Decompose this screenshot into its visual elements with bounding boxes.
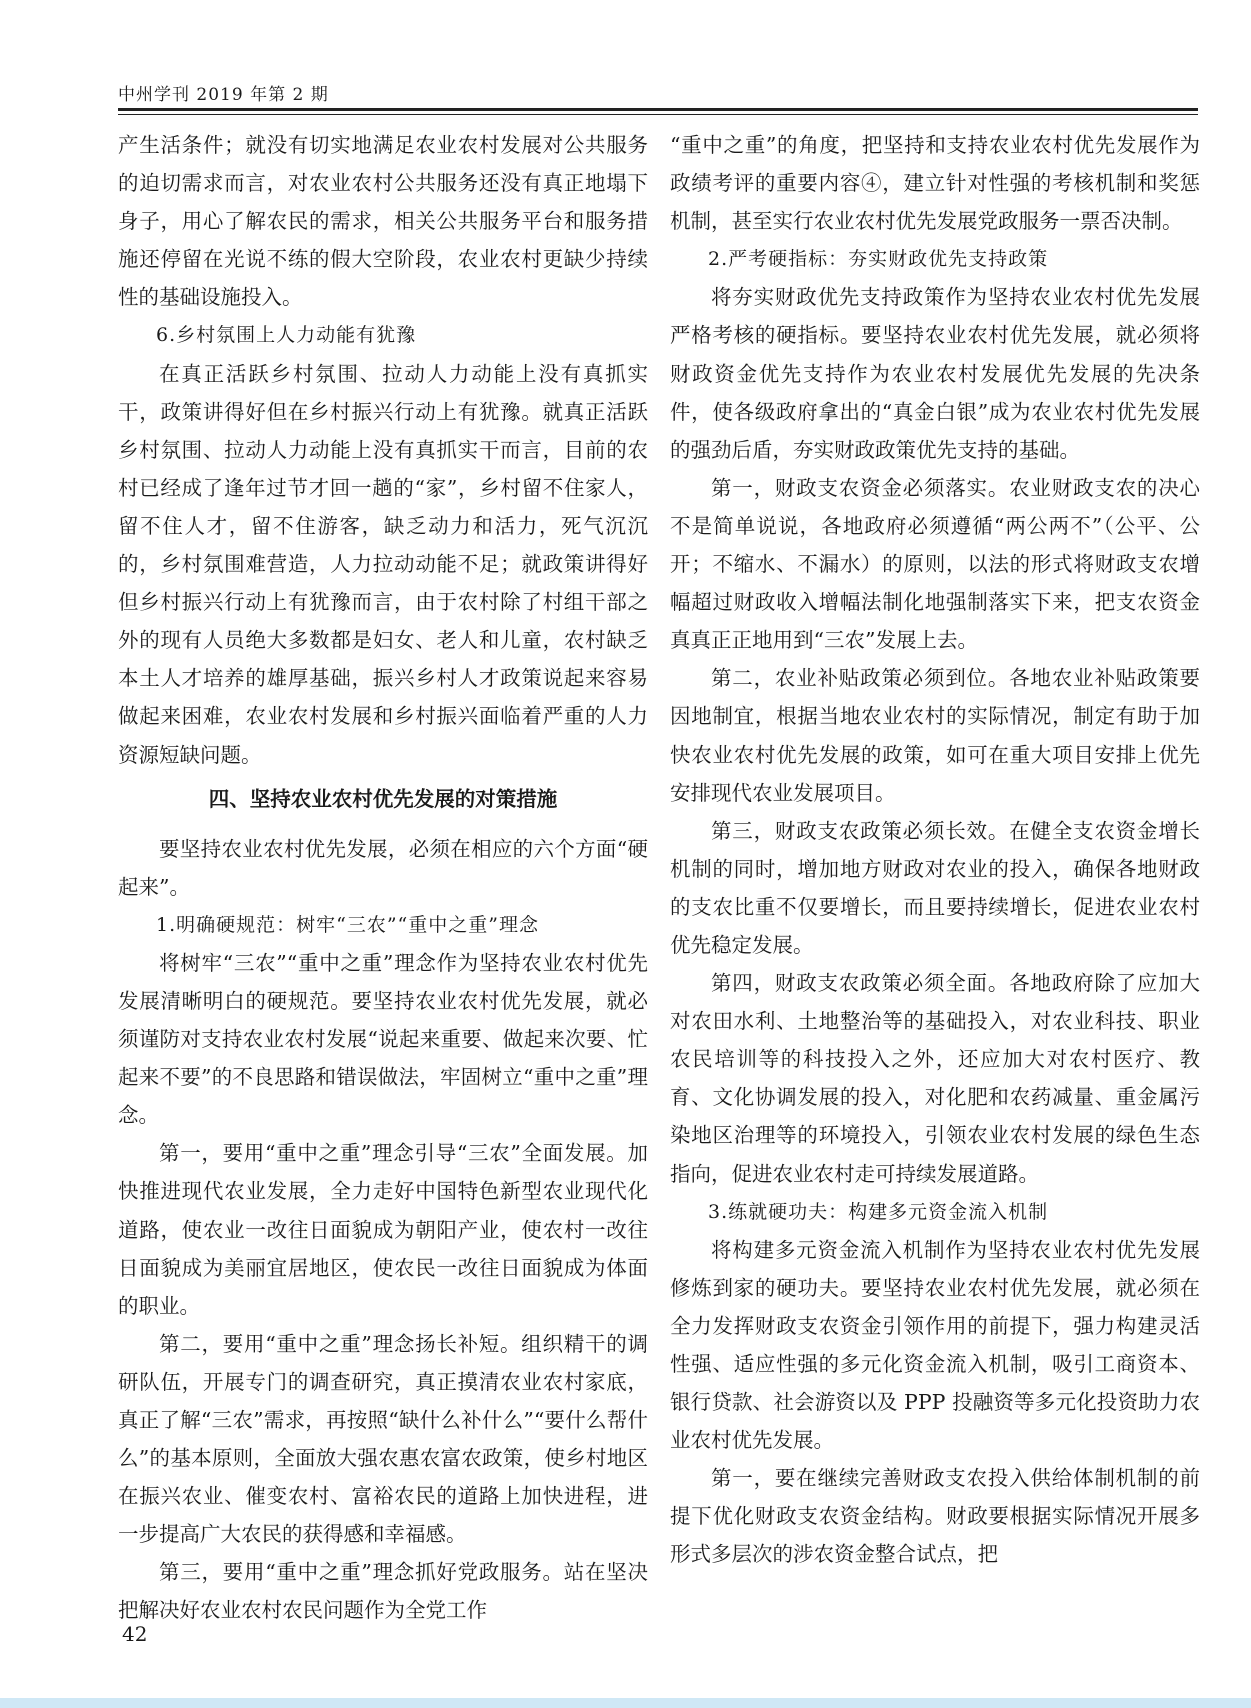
subsection-heading: 6.乡村氛围上人力动能有犹豫 (156, 324, 417, 347)
paragraph: 将树牢“三农”“重中之重”理念作为坚持农业农村优先发展清晰明白的硬规范。要坚持农业农村优先发展，就必须谨防对支持农业农村发展“说起来重要、做起来次要、忙起来不要”的不良思路和错误做法，牢固树立“重中之重”理念。 (118, 950, 648, 1128)
paragraph: 第二，要用“重中之重”理念扬长补短。组织精干的调研队伍，开展专门的调查研究，真正摸清农业农村家底，真正了解“三农”需求，再按照“缺什么补什么”“要什么帮什么”的基本原则，全面放大强农惠农富农政策，使乡村地区在振兴农业、催变农村、富裕农民的道路上加快进程，进一步提高广大农民的获得感和幸福感。 (118, 1331, 648, 1547)
paragraph: 在真正活跃乡村氛围、拉动人力动能上没有真抓实干，政策讲得好但在乡村振兴行动上有犹豫。就真正活跃乡村氛围、拉动人力动能上没有真抓实干而言，目前的农村已经成了逢年过节才回一趟的“家”，乡村留不住家人，留不住人才，留不住游客，缺乏动力和活力，死气沉沉的，乡村氛围难营造，人力拉动动能不足；就政策讲得好但乡村振兴行动上有犹豫而言，由于农村除了村组干部之外的现有人员绝大多数都是妇女、老人和儿童，农村缺乏本土人才培养的雄厚基础，振兴乡村人才政策说起来容易做起来困难，农业农村发展和乡村振兴面临着严重的人力资源短缺问题。 (118, 361, 648, 767)
paragraph: 将构建多元资金流入机制作为坚持农业农村优先发展修炼到家的硬功夫。要坚持农业农村优先发展，就必须在全力发挥财政支农资金引领作用的前提下，强力构建灵活性强、适应性强的多元化资金流入机制，吸引工商资本、银行贷款、社会游资以及 PPP 投融资等多元化投资助力农业农村优先发展。 (670, 1237, 1200, 1453)
paragraph: 第三，财政支农政策必须长效。在健全支农资金增长机制的同时，增加地方财政对农业的投入，确保各地财政的支农比重不仅要增长，而且要持续增长，促进农业农村优先稳定发展。 (670, 818, 1200, 957)
subsection-heading: 2.严考硬指标：夯实财政优先支持政策 (708, 248, 1049, 271)
bottom-edge-strip (0, 1698, 1251, 1708)
paragraph-continued: “重中之重”的角度，把坚持和支持农业农村优先发展作为政绩考评的重要内容④，建立针对性强的考核机制和奖惩机制，甚至实行农业农村优先发展党政服务一票否决制。 (670, 133, 1200, 234)
paragraph: 第一，财政支农资金必须落实。农业财政支农的决心不是简单说说，各地政府必须遵循“两公两不”（公平、公开；不缩水、不漏水）的原则，以法的形式将财政支农增幅超过财政收入增幅法制化地强制落实下来，把支农资金真真正正地用到“三农”发展上去。 (670, 475, 1200, 653)
left-column (118, 126, 648, 1630)
header-rule-thin (118, 114, 1198, 115)
paragraph: 将夯实财政优先支持政策作为坚持农业农村优先发展严格考核的硬指标。要坚持农业农村优先发展，就必须将财政资金优先支持作为农业农村发展优先发展的先决条件，使各级政府拿出的“真金白银”成为农业农村优先发展的强劲后盾，夯实财政政策优先支持的基础。 (670, 285, 1200, 462)
section-heading: 四、坚持农业农村优先发展的对策措施 (208, 786, 558, 811)
paragraph: 要坚持农业农村优先发展，必须在相应的六个方面“硬起来”。 (118, 836, 648, 899)
running-head: 中州学刊 2019 年第 2 期 (118, 85, 329, 105)
paragraph: 第三，要用“重中之重”理念抓好党政服务。站在坚决把解决好农业农村农民问题作为全党工作 (118, 1560, 648, 1623)
page-number: 42 (122, 1622, 148, 1646)
paragraph: 第二，农业补贴政策必须到位。各地农业补贴政策要因地制宜，根据当地农业农村的实际情况，制定有助于加快农业农村优先发展的政策，如可在重大项目安排上优先安排现代农业发展项目。 (670, 666, 1200, 805)
paragraph-continued: 产生活条件；就没有切实地满足农业农村发展对公共服务的迫切需求而言，对农业农村公共服务还没有真正地塌下身子，用心了解农民的需求，相关公共服务平台和服务措施还停留在光说不练的假大空阶段，农业农村更缺少持续性的基础设施投入。 (118, 133, 648, 310)
subsection-heading: 1.明确硬规范：树牢“三农”“重中之重”理念 (156, 913, 539, 936)
subsection-heading: 3.练就硬功夫：构建多元资金流入机制 (708, 1200, 1049, 1223)
paragraph: 第一，要用“重中之重”理念引导“三农”全面发展。加快推进现代农业发展，全力走好中国特色新型农业现代化道路，使农业一改往日面貌成为朝阳产业，使农村一改往日面貌成为美丽宜居地区，使农民一改往日面貌成为体面的职业。 (118, 1141, 648, 1318)
header-rule (118, 108, 1198, 111)
paragraph: 第四，财政支农政策必须全面。各地政府除了应加大对农田水利、土地整治等的基础投入，对农业科技、职业农民培训等的科技投入之外，还应加大对农村医疗、教育、文化协调发展的投入，对化肥和农药减量、重金属污染地区治理等的环境投入，引领农业农村发展的绿色生态指向，促进农业农村走可持续发展道路。 (670, 971, 1200, 1186)
paragraph: 第一，要在继续完善财政支农投入供给体制机制的前提下优化财政支农资金结构。财政要根据实际情况开展多形式多层次的涉农资金整合试点，把 (670, 1466, 1200, 1567)
right-column (670, 126, 1200, 1574)
